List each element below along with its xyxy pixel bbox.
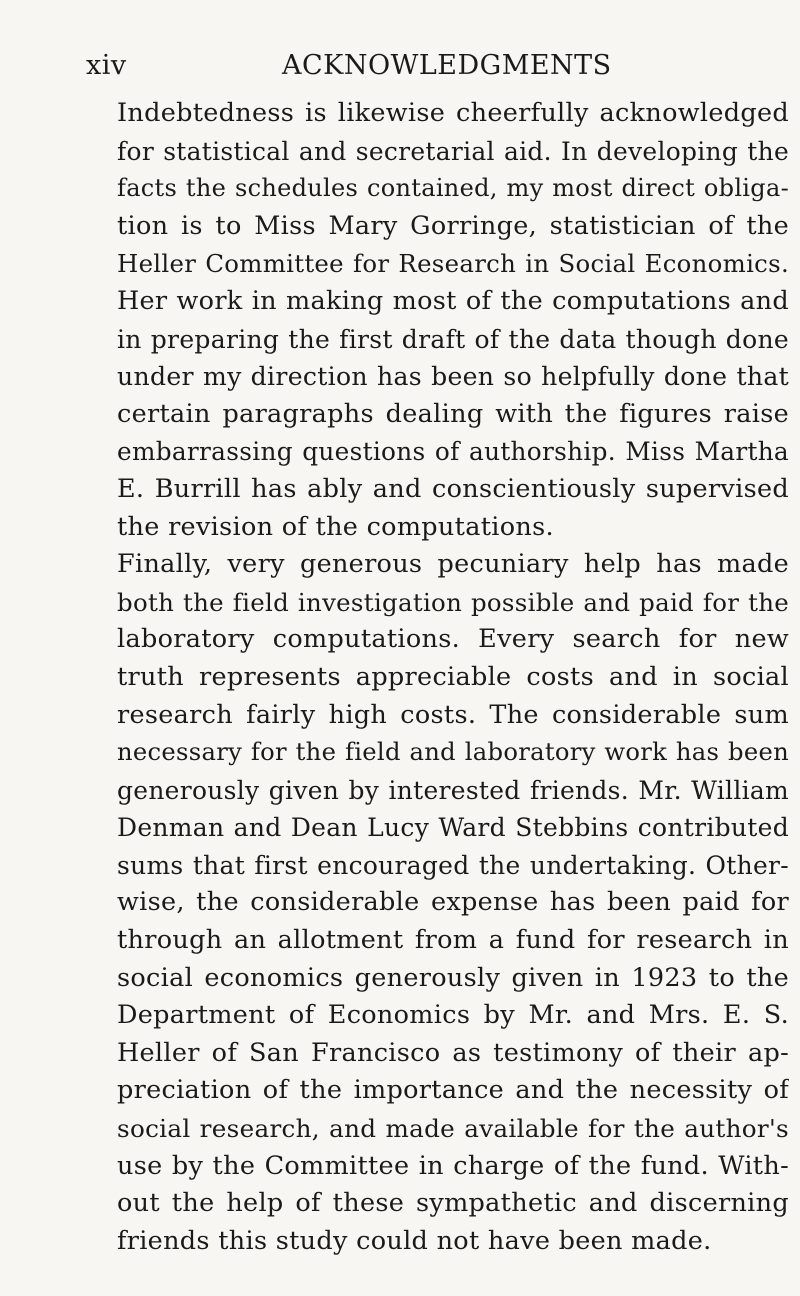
text-line: for statistical and secretarial aid. In developing the: [117, 136, 789, 166]
text-line: embarrassing questions of authorship. Miss Martha: [117, 437, 789, 467]
body-text: [117, 95, 789, 1260]
text-line: preciation of the importance and the necessity of: [117, 1075, 789, 1106]
text-line: both the field investigation possible and paid for the: [117, 587, 789, 617]
text-line: social research, and made available for the author's: [117, 1114, 789, 1144]
text-line: E. Burrill has ably and conscientiously supervised: [117, 473, 789, 504]
text-line: Her work in making most of the computations and: [117, 285, 789, 316]
text-line: Finally, very generous pecuniary help has made: [117, 549, 789, 580]
text-line: certain paragraphs dealing with the figures raise: [117, 398, 789, 429]
text-line: the revision of the computations.: [117, 511, 554, 542]
text-line: wise, the considerable expense has been paid for: [117, 887, 789, 918]
text-line: Heller Committee for Research in Social Economics.: [117, 249, 789, 279]
running-title: ACKNOWLEDGMENTS: [282, 50, 612, 81]
text-line: necessary for the field and laboratory work has been: [117, 738, 789, 767]
text-line: in preparing the first draft of the data though done: [117, 324, 789, 354]
text-line: Heller of San Francisco as testimony of their ap-: [117, 1037, 789, 1068]
text-line: Department of Economics by Mr. and Mrs. E. S.: [117, 1000, 789, 1031]
text-line: generously given by interested friends. Mr. William: [117, 775, 789, 805]
text-line: friends this study could not have been made.: [117, 1225, 712, 1256]
text-line: truth represents appreciable costs and in social: [117, 661, 789, 692]
text-line: facts the schedules contained, my most direct obliga-: [117, 174, 789, 203]
text-line: through an allotment from a fund for research in: [117, 925, 789, 956]
text-line: out the help of these sympathetic and discerning: [117, 1188, 789, 1219]
text-line: Indebtedness is likewise cheerfully acknowledged: [117, 98, 789, 128]
text-line: social economics generously given in 1923 to the: [117, 962, 789, 993]
text-line: tion is to Miss Mary Gorringe, statistician of the: [117, 210, 789, 241]
text-line: Denman and Dean Lucy Ward Stebbins contributed: [117, 813, 789, 843]
text-line: use by the Committee in charge of the fund. With-: [117, 1150, 789, 1181]
text-line: sums that first encouraged the undertaking. Other-: [117, 850, 789, 880]
text-line: under my direction has been so helpfully done that: [117, 362, 789, 392]
text-line: laboratory computations. Every search for new: [117, 624, 789, 655]
page-number: xiv: [86, 50, 127, 81]
text-line: research fairly high costs. The considerable sum: [117, 699, 789, 730]
running-head: [86, 50, 766, 96]
